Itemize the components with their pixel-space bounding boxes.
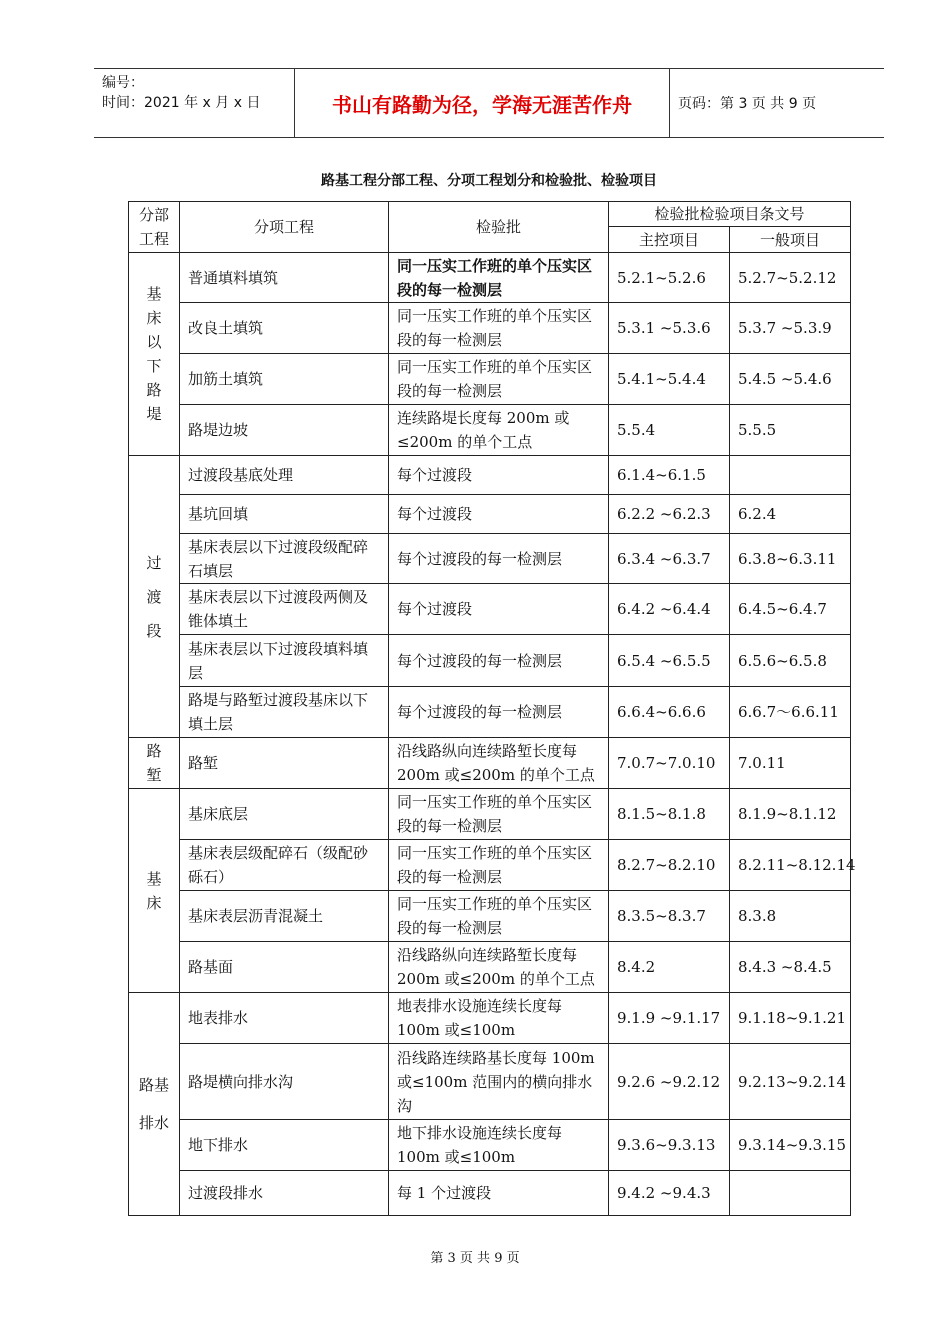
- sub-item-cell: 普通填料填筑: [180, 253, 389, 303]
- main-control-cell: 6.3.4 ~6.3.7: [609, 534, 730, 584]
- general-cell: 8.4.3 ~8.4.5: [730, 942, 851, 993]
- header-meta: [102, 73, 292, 113]
- batch-cell: 连续路堤长度每 200m 或≤200m 的单个工点: [389, 405, 609, 456]
- general-cell: 5.3.7 ~5.3.9: [730, 303, 851, 354]
- main-control-cell: 9.4.2 ~9.4.3: [609, 1171, 730, 1216]
- table-row: [129, 891, 851, 942]
- page-footer: 第 3 页 共 9 页: [430, 1251, 520, 1266]
- general-cell: [730, 1171, 851, 1216]
- batch-cell: 每个过渡段的每一检测层: [389, 635, 609, 687]
- general-cell: 8.2.11~8.12.14: [730, 840, 851, 891]
- main-control-cell: 6.1.4~6.1.5: [609, 456, 730, 495]
- table-row: [129, 738, 851, 789]
- header-sub-item: 分项工程: [180, 202, 389, 253]
- batch-cell: 每个过渡段: [389, 495, 609, 534]
- sub-item-cell: 路堤与路堑过渡段基床以下填土层: [180, 687, 389, 738]
- general-cell: 6.6.7～6.6.11: [730, 687, 851, 738]
- general-cell: 6.2.4: [730, 495, 851, 534]
- header-main-control: 主控项目: [609, 227, 730, 253]
- table-row: [129, 687, 851, 738]
- division-name: 基 床 以 下 路 堤: [129, 253, 180, 456]
- table-row: [129, 1171, 851, 1216]
- general-cell: 9.2.13~9.2.14: [730, 1044, 851, 1120]
- main-control-cell: 5.5.4: [609, 405, 730, 456]
- division-name: 过 渡 段: [129, 456, 180, 738]
- batch-cell: 沿线路纵向连续路堑长度每 200m 或≤200m 的单个工点: [389, 942, 609, 993]
- header-division: 分部 工程: [129, 202, 180, 253]
- batch-cell: 同一压实工作班的单个压实区段的每一检测层: [389, 840, 609, 891]
- header-motto: 书山有路勤为径，学海无涯苦作舟: [332, 92, 632, 117]
- header-general: 一般项目: [730, 227, 851, 253]
- batch-cell: 沿线路纵向连续路堑长度每 200m 或≤200m 的单个工点: [389, 738, 609, 789]
- table-row: [129, 942, 851, 993]
- sub-item-cell: 基坑回填: [180, 495, 389, 534]
- main-control-cell: 9.1.9 ~9.1.17: [609, 993, 730, 1044]
- main-control-cell: 5.3.1 ~5.3.6: [609, 303, 730, 354]
- sub-item-cell: 过渡段基底处理: [180, 456, 389, 495]
- header-clause-group: 检验批检验项目条文号: [609, 202, 851, 227]
- general-cell: 9.1.18~9.1.21: [730, 993, 851, 1044]
- main-control-cell: 6.6.4~6.6.6: [609, 687, 730, 738]
- main-control-cell: 8.4.2: [609, 942, 730, 993]
- main-control-cell: 6.5.4 ~6.5.5: [609, 635, 730, 687]
- main-control-cell: 8.1.5~8.1.8: [609, 789, 730, 840]
- batch-cell: 每个过渡段的每一检测层: [389, 687, 609, 738]
- main-control-cell: 6.2.2 ~6.2.3: [609, 495, 730, 534]
- batch-cell: 每个过渡段: [389, 584, 609, 635]
- general-cell: 6.4.5~6.4.7: [730, 584, 851, 635]
- sub-item-cell: 基床表层以下过渡段两侧及锥体填土: [180, 584, 389, 635]
- main-control-cell: 9.3.6~9.3.13: [609, 1120, 730, 1171]
- table-row: [129, 789, 851, 840]
- general-cell: 5.5.5: [730, 405, 851, 456]
- batch-cell: 每个过渡段的每一检测层: [389, 534, 609, 584]
- document-time-label: 时间：2021 年 x 月 x 日: [102, 95, 261, 111]
- batch-cell: 地下排水设施连续长度每 100m 或≤100m: [389, 1120, 609, 1171]
- table-row: [129, 1120, 851, 1171]
- general-cell: 8.1.9~8.1.12: [730, 789, 851, 840]
- header-batch: 检验批: [389, 202, 609, 253]
- main-control-cell: 5.4.1~5.4.4: [609, 354, 730, 405]
- table-row: [129, 534, 851, 584]
- general-cell: 8.3.8: [730, 891, 851, 942]
- main-control-cell: 9.2.6 ~9.2.12: [609, 1044, 730, 1120]
- table-row: [129, 405, 851, 456]
- sub-item-cell: 路堑: [180, 738, 389, 789]
- batch-cell: 地表排水设施连续长度每 100m 或≤100m: [389, 993, 609, 1044]
- page-header: [94, 68, 884, 138]
- division-name: 路基 排水: [129, 993, 180, 1216]
- document-number-label: 编号：: [102, 75, 144, 91]
- division-name: 基 床: [129, 789, 180, 993]
- document-title: 路基工程分部工程、分项工程划分和检验批、检验项目: [321, 173, 657, 189]
- header-divider: [669, 69, 670, 137]
- batch-cell: 每 1 个过渡段: [389, 1171, 609, 1216]
- general-cell: 5.4.5 ~5.4.6: [730, 354, 851, 405]
- sub-item-cell: 加筋土填筑: [180, 354, 389, 405]
- sub-item-cell: 基床表层级配碎石（级配砂砾石）: [180, 840, 389, 891]
- table-row: [129, 635, 851, 687]
- table-row: [129, 354, 851, 405]
- batch-cell: 同一压实工作班的单个压实区段的每一检测层: [389, 789, 609, 840]
- main-control-cell: 7.0.7~7.0.10: [609, 738, 730, 789]
- general-cell: 5.2.7~5.2.12: [730, 253, 851, 303]
- header-divider: [294, 69, 295, 137]
- table-row: [129, 303, 851, 354]
- header-page-label: 页码：第 3 页 共 9 页: [678, 96, 817, 112]
- division-name: 路 堑: [129, 738, 180, 789]
- sub-item-cell: 基床表层以下过渡段级配碎石填层: [180, 534, 389, 584]
- main-control-cell: 5.2.1~5.2.6: [609, 253, 730, 303]
- sub-item-cell: 路堤边坡: [180, 405, 389, 456]
- sub-item-cell: 过渡段排水: [180, 1171, 389, 1216]
- table-row: [129, 584, 851, 635]
- table-row: [129, 495, 851, 534]
- table-row: [129, 1044, 851, 1120]
- main-control-cell: 8.3.5~8.3.7: [609, 891, 730, 942]
- general-cell: 9.3.14~9.3.15: [730, 1120, 851, 1171]
- table-row: [129, 253, 851, 303]
- batch-cell: 同一压实工作班的单个压实区段的每一检测层: [389, 891, 609, 942]
- general-cell: [730, 456, 851, 495]
- batch-cell: 同一压实工作班的单个压实区段的每一检测层: [389, 354, 609, 405]
- sub-item-cell: 路堤横向排水沟: [180, 1044, 389, 1120]
- main-control-cell: 6.4.2 ~6.4.4: [609, 584, 730, 635]
- general-cell: 6.3.8~6.3.11: [730, 534, 851, 584]
- table-row: [129, 993, 851, 1044]
- table-row: [129, 840, 851, 891]
- sub-item-cell: 地下排水: [180, 1120, 389, 1171]
- batch-cell: 每个过渡段: [389, 456, 609, 495]
- sub-item-cell: 基床表层以下过渡段填料填层: [180, 635, 389, 687]
- batch-cell: 沿线路连续路基长度每 100m 或≤100m 范围内的横向排水沟: [389, 1044, 609, 1120]
- sub-item-cell: 基床表层沥青混凝土: [180, 891, 389, 942]
- sub-item-cell: 地表排水: [180, 993, 389, 1044]
- sub-item-cell: 基床底层: [180, 789, 389, 840]
- sub-item-cell: 改良土填筑: [180, 303, 389, 354]
- table-body: [129, 253, 856, 1216]
- inspection-table: [128, 201, 856, 1216]
- batch-cell: 同一压实工作班的单个压实区段的每一检测层: [389, 303, 609, 354]
- main-control-cell: 8.2.7~8.2.10: [609, 840, 730, 891]
- batch-cell: 同一压实工作班的单个压实区段的每一检测层: [389, 253, 609, 303]
- table-row: [129, 456, 851, 495]
- general-cell: 6.5.6~6.5.8: [730, 635, 851, 687]
- sub-item-cell: 路基面: [180, 942, 389, 993]
- general-cell: 7.0.11: [730, 738, 851, 789]
